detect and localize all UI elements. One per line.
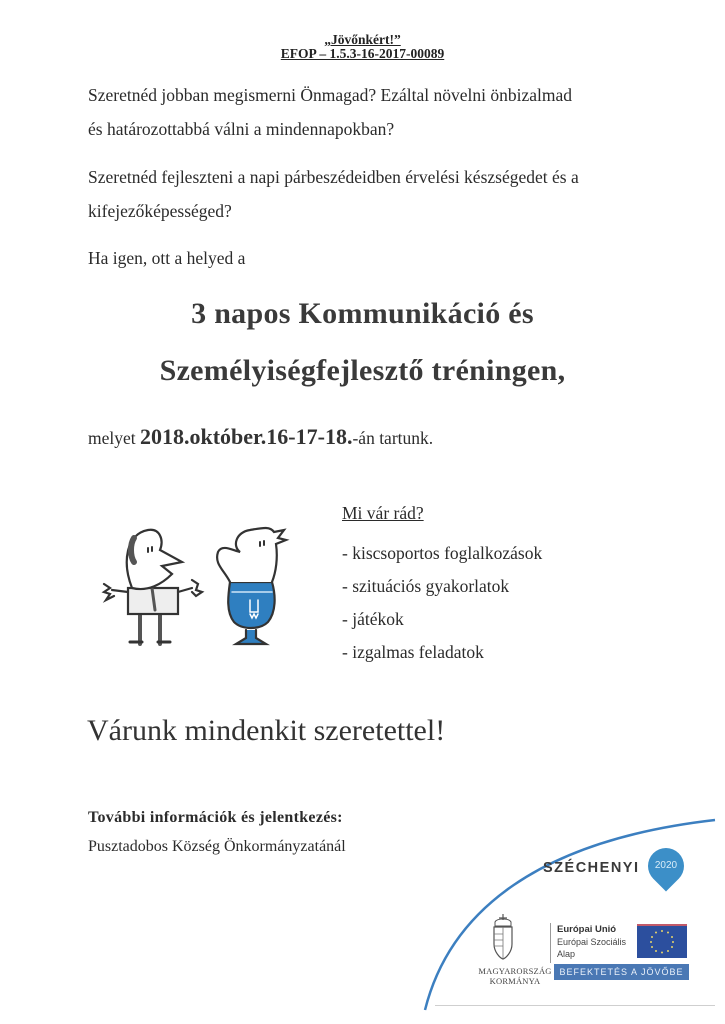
date-prefix: melyet xyxy=(88,428,140,448)
contact-place: Pusztadobos Község Önkormányzatánál xyxy=(88,838,346,855)
gov-line1: MAGYARORSZÁG xyxy=(478,966,552,976)
offer-title: Mi vár rád? xyxy=(342,503,424,523)
coat-of-arms-icon xyxy=(490,912,516,962)
offer-list xyxy=(342,498,542,669)
szechenyi-year: 2020 xyxy=(654,860,678,871)
eu-flag-stripe xyxy=(637,924,687,926)
eu-line1: Európai Unió xyxy=(557,924,617,935)
decorative-arc xyxy=(420,800,725,1024)
invest-future-banner: BEFEKTETÉS A JÖVŐBE xyxy=(554,964,689,980)
offer-item: - játékok xyxy=(342,609,404,629)
cartoon-figures-illustration xyxy=(100,522,300,647)
cartoon-man-left-icon xyxy=(104,530,202,644)
event-date: 2018.október.16-17-18. xyxy=(140,424,353,449)
footer-divider xyxy=(435,1005,715,1006)
cartoon-man-right-icon xyxy=(217,528,286,644)
intro-p1-line2: és határozottabbá válni a mindennapokban? xyxy=(88,119,395,139)
offer-item: - izgalmas feladatok xyxy=(342,642,484,662)
intro-paragraph-1 xyxy=(88,78,572,146)
date-suffix: -án tartunk. xyxy=(352,428,434,448)
szechenyi-logo-text: SZÉCHENYI xyxy=(543,860,640,876)
motto: „Jövőnkért!” xyxy=(324,32,401,47)
headline-line2: Személyiségfejlesztő tréningen, xyxy=(159,354,566,387)
intro-p1-line1: Szeretnéd jobban megismerni Önmagad? Ezáltal növelni önbizalmad xyxy=(88,85,573,105)
eu-line3: Alap xyxy=(557,949,576,959)
eu-divider xyxy=(550,923,551,963)
gov-line2: KORMÁNYA xyxy=(489,976,541,986)
intro-p2-line1: Szeretnéd fejleszteni a napi párbeszédeidben érvelési készségedet és a xyxy=(88,167,579,187)
intro-paragraph-2 xyxy=(88,160,579,228)
welcome-message: Várunk mindenkit szeretettel! xyxy=(87,714,446,747)
project-code: EFOP – 1.5.3-16-2017-00089 xyxy=(280,46,445,61)
contact-label: További információk és jelentkezés: xyxy=(88,809,343,826)
date-line xyxy=(88,424,433,450)
intro-p2-line2: kifejezőképességed? xyxy=(88,201,232,221)
offer-item: - szituációs gyakorlatok xyxy=(342,576,510,596)
intro-paragraph-3: Ha igen, ott a helyed a xyxy=(88,248,246,268)
offer-item: - kiscsoportos foglalkozások xyxy=(342,543,543,563)
eu-flag-icon xyxy=(637,924,687,958)
eu-line2: Európai Szociális xyxy=(557,937,627,947)
headline-line1: 3 napos Kommunikáció és xyxy=(191,297,534,330)
